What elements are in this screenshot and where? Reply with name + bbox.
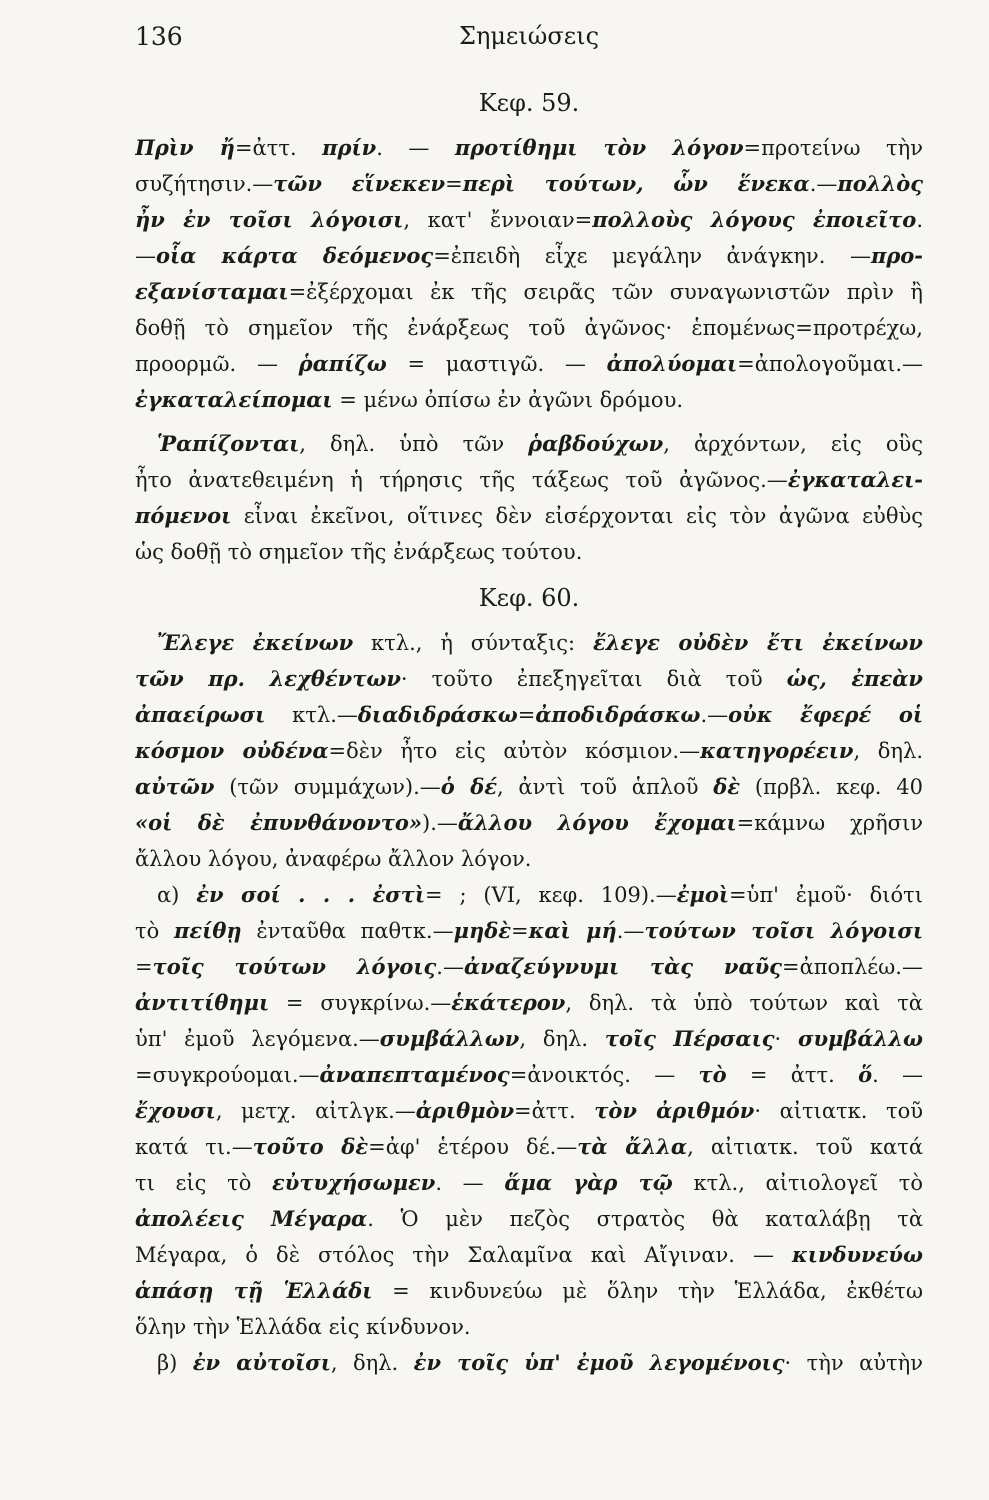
gloss: = ; (VI, κεφ. 109).—: [425, 883, 677, 907]
gloss: =ἀνοικτός. —: [509, 1063, 699, 1087]
lemma: ἔλεγε οὐδὲν ἔτι ἐκείνων: [593, 630, 923, 655]
text-line: [135, 1201, 923, 1237]
lemma: κινδυνεύω: [792, 1242, 923, 1267]
gloss: . —: [376, 136, 455, 160]
gloss: δοθῇ τὸ σημεῖον τῆς ἐνάρξεως τοῦ ἀγῶνος· ἑπομένως=προτρέχω,: [135, 316, 923, 340]
text-line: [135, 1309, 923, 1345]
lemma: πόμενοι: [135, 503, 232, 528]
gloss: , ἀρχόντων, εἰς οὓς: [663, 432, 923, 456]
gloss: . Ὁ μὲν πεζὸς στρατὸς θὰ καταλάβῃ τὰ: [367, 1207, 923, 1231]
lemma: «οἱ δὲ ἐπυνθάνοντο»: [135, 810, 423, 835]
lemma: περὶ τούτων, ὧν ἕνεκα: [462, 171, 810, 196]
lemma: ἀπαείρωσι: [135, 702, 266, 727]
lemma: εξανίσταμαι: [135, 279, 289, 304]
gloss: ἐνταῦθα παθτκ.—: [241, 919, 454, 943]
lemma: ἁπάσῃ τῇ Ἑλλάδι: [135, 1278, 373, 1303]
lemma: ὅ: [858, 1062, 873, 1087]
gloss: = μένω ὀπίσω ἐν ἀγῶνι δρόμου.: [332, 388, 684, 412]
lemma: ἄλλου λόγου ἔχομαι: [457, 810, 737, 835]
gloss: , αἰτιατκ. τοῦ κατά: [687, 1135, 923, 1159]
lemma: τὰ ἄλλα: [577, 1134, 688, 1159]
gloss: προορμῶ. —: [135, 352, 299, 376]
text-line: [135, 697, 923, 733]
lemma: Ῥαπίζονται: [157, 431, 300, 456]
gloss: ὅλην τὴν Ἑλλάδα εἰς κίνδυνον.: [135, 1315, 471, 1339]
text-line: [135, 841, 923, 877]
gloss: = ἀττ.: [726, 1063, 859, 1087]
lemma: μηδὲ: [453, 918, 512, 943]
gloss: κτλ., αἰτιολογεῖ τὸ: [672, 1171, 923, 1195]
lemma: οὐκ ἔφερέ οἱ: [728, 702, 923, 727]
gloss: , δηλ. ὑπὸ τῶν: [299, 432, 529, 456]
gloss: συζήτησιν.—: [135, 172, 274, 196]
gloss: =: [517, 703, 536, 727]
gloss: · τὴν αὐτὴν: [784, 1351, 923, 1375]
lemma: καὶ μή: [528, 918, 617, 943]
gloss: , δηλ.: [519, 1027, 605, 1051]
notes-paragraph-5: [135, 1345, 923, 1381]
chapter-heading-60: Κεφ. 60.: [478, 584, 580, 612]
gloss: =ἐξέρχομαι ἐκ τῆς σειρᾶς τῶν συναγωνιστῶν πρὶν ἢ: [288, 280, 923, 304]
lemma: ῥαπίζω: [298, 351, 387, 376]
text-line: [135, 805, 923, 841]
lemma: ἑκάτερον: [451, 990, 566, 1015]
lemma: προ-: [870, 243, 923, 268]
lemma: ἐν σοί . . . ἐστὶ: [196, 882, 426, 907]
text-line: [135, 769, 923, 805]
lemma: ἀπολύομαι: [606, 351, 738, 376]
lemma: προτίθημι τὸν λόγον: [454, 135, 744, 160]
gloss: , δηλ.: [853, 739, 923, 763]
lemma: ἐμοὶ: [676, 882, 730, 907]
text-line: [135, 1165, 923, 1201]
lemma: τούτων τοῖσι λόγοισι: [644, 918, 923, 943]
text-line: [135, 274, 923, 310]
text-line: [135, 949, 923, 985]
gloss: = μαστιγῶ. —: [386, 352, 607, 376]
lemma: οἷα κάρτα δεόμενος: [156, 243, 434, 268]
lemma: ἔχουσι: [135, 1098, 216, 1123]
gloss: κατά τι.—: [135, 1135, 253, 1159]
lemma: ἀντιτίθημι: [135, 990, 270, 1015]
text-line: [135, 534, 923, 570]
lemma: πολλοὺς λόγους ἐποιεῖτο: [592, 207, 917, 232]
text-line: [135, 310, 923, 346]
gloss: · αἰτιατκ. τοῦ: [754, 1099, 923, 1123]
lemma: αὐτῶν: [135, 774, 215, 799]
gloss: , δηλ.: [330, 1351, 414, 1375]
gloss: ).—: [422, 811, 458, 835]
text-line: [135, 426, 923, 462]
notes-paragraph-2: [135, 426, 923, 570]
gloss: =ἐπειδὴ εἶχε μεγάλην ἀνάγκην. —: [433, 244, 871, 268]
lemma: πολλὸς: [837, 171, 923, 196]
gloss: =ἀποπλέω.—: [781, 955, 923, 979]
notes-paragraph-1: [135, 130, 923, 418]
lemma: τοῖς Πέρσαις: [604, 1026, 775, 1051]
lemma: ἀπολέεις Μέγαρα: [135, 1206, 368, 1231]
gloss: ·: [774, 1027, 798, 1051]
lemma: ἀριθμὸν: [415, 1098, 515, 1123]
gloss: ὑπ' ἐμοῦ λεγόμενα.—: [135, 1027, 380, 1051]
lemma: τῶν εἵνεκεν: [273, 171, 446, 196]
lemma: ἐν τοῖς ὑπ' ἐμοῦ λεγομένοις: [413, 1350, 785, 1375]
lemma: πρίν: [322, 135, 377, 160]
text-line: [135, 1345, 923, 1381]
gloss: εἶναι ἐκεῖνοι, οἵτινες δὲν εἰσέρχονται εἰς τὸν ἀγῶνα εὐθὺς: [231, 504, 923, 528]
gloss: . —: [872, 1063, 923, 1087]
text-line: [135, 1093, 923, 1129]
gloss: .—: [436, 955, 464, 979]
gloss: .—: [809, 172, 838, 196]
gloss: τὸ: [135, 919, 175, 943]
lemma: ἦν ἐν τοῖσι λόγοισι: [135, 207, 404, 232]
text-line: [135, 462, 923, 498]
gloss: α): [157, 883, 197, 907]
lemma: διαδιδράσκω: [357, 702, 518, 727]
lemma: τὸν ἀριθμόν: [594, 1098, 755, 1123]
text-line: [135, 985, 923, 1021]
lemma: κόσμον οὐδένα: [135, 738, 329, 763]
lemma: ὁ δέ: [440, 774, 497, 799]
lemma: ὡς, ἐπεὰν: [786, 666, 923, 691]
gloss: =ἀπολογοῦμαι.—: [737, 352, 923, 376]
gloss: =: [445, 172, 463, 196]
gloss: =ἀττ.: [234, 136, 323, 160]
gloss: ἦτο ἀνατεθειμένη ἡ τήρησις τῆς τάξεως τοῦ ἀγῶνος.—: [135, 468, 788, 492]
text-line: [135, 346, 923, 382]
lemma: κατηγορέειν: [700, 738, 854, 763]
gloss: , κατ' ἔννοιαν=: [403, 208, 593, 232]
text-line: [135, 877, 923, 913]
lemma: εὐτυχήσωμεν: [272, 1170, 436, 1195]
gloss: =δὲν ἦτο εἰς αὐτὸν κόσμιον.—: [328, 739, 701, 763]
gloss: .—: [700, 703, 729, 727]
lemma: ἐν αὐτοῖσι: [192, 1350, 331, 1375]
lemma: ἀποδιδράσκω: [535, 702, 701, 727]
lemma: συμβάλλω: [798, 1026, 923, 1051]
gloss: κτλ.—: [265, 703, 358, 727]
lemma: τοῦτο δὲ: [252, 1134, 369, 1159]
lemma: ἐγκαταλείπομαι: [135, 387, 333, 412]
text-line: [135, 733, 923, 769]
text-line: [135, 238, 923, 274]
lemma: δὲ: [713, 774, 741, 799]
gloss: =προτείνω τὴν: [743, 136, 923, 160]
gloss: = κινδυνεύω μὲ ὅλην τὴν Ἑλλάδα, ἐκθέτω: [372, 1279, 923, 1303]
text-line: [135, 202, 923, 238]
text-line: [135, 498, 923, 534]
text-line: [135, 1273, 923, 1309]
gloss: ἄλλου λόγου, ἀναφέρω ἄλλον λόγον.: [135, 847, 532, 871]
lemma: συμβάλλων: [379, 1026, 520, 1051]
text-line: [135, 1237, 923, 1273]
gloss: τι εἰς τὸ: [135, 1171, 273, 1195]
gloss: =ὑπ' ἐμοῦ· διότι: [729, 883, 923, 907]
text-line: [135, 661, 923, 697]
page-number: 136: [135, 22, 183, 51]
notes-paragraph-4: [135, 877, 923, 1345]
gloss: =συγκρούομαι.—: [135, 1063, 320, 1087]
lemma: ἐγκαταλει-: [787, 467, 923, 492]
lemma: Ἔλεγε ἐκείνων: [157, 630, 354, 655]
gloss: ὡς δοθῇ τὸ σημεῖον τῆς ἐνάρξεως τούτου.: [135, 540, 583, 564]
page-header: [135, 22, 923, 62]
lemma: ἀναζεύγνυμι τὰς ναῦς: [463, 954, 782, 979]
notes-paragraph-3: [135, 625, 923, 877]
gloss: =: [511, 919, 529, 943]
gloss: β): [157, 1351, 193, 1375]
gloss: , ἀντὶ τοῦ ἁπλοῦ: [496, 775, 714, 799]
lemma: πείθῃ: [174, 918, 242, 943]
lemma: Πρὶν ἤ: [135, 135, 235, 160]
gloss: .—: [616, 919, 645, 943]
lemma: ἀναπεπταμένος: [319, 1062, 510, 1087]
gloss: Μέγαρα, ὁ δὲ στόλος τὴν Σαλαμῖνα καὶ Αἴγιναν. —: [135, 1243, 793, 1267]
text-line: [135, 625, 923, 661]
text-line: [135, 130, 923, 166]
text-line: [135, 382, 923, 418]
gloss: =κάμνω χρῆσιν: [736, 811, 923, 835]
gloss: = συγκρίνω.—: [269, 991, 452, 1015]
chapter-heading-59: Κεφ. 59.: [478, 89, 580, 117]
lemma: ῥαβδούχων: [528, 431, 664, 456]
gloss: (πρβλ. κεφ. 40: [740, 775, 923, 799]
gloss: =: [135, 955, 153, 979]
gloss: . —: [435, 1171, 505, 1195]
gloss: κτλ., ἡ σύνταξις:: [353, 631, 593, 655]
text-line: [135, 913, 923, 949]
lemma: τοῖς τούτων λόγοις: [152, 954, 437, 979]
gloss: (τῶν συμμάχων).—: [214, 775, 441, 799]
text-line: [135, 166, 923, 202]
lemma: ἅμα γὰρ τῷ: [504, 1170, 673, 1195]
gloss: =ἀφ' ἑτέρου δέ.—: [368, 1135, 578, 1159]
lemma: τὸ: [698, 1062, 727, 1087]
lemma: τῶν πρ. λεχθέντων: [135, 666, 401, 691]
text-line: [135, 1021, 923, 1057]
gloss: · τοῦτο ἐπεξηγεῖται διὰ τοῦ: [400, 667, 787, 691]
gloss: , μετχ. αἰτλγκ.—: [215, 1099, 416, 1123]
gloss: —: [135, 244, 156, 268]
gloss: , δηλ. τὰ ὑπὸ τούτων καὶ τὰ: [565, 991, 923, 1015]
gloss: =ἀττ.: [514, 1099, 595, 1123]
text-line: [135, 1129, 923, 1165]
text-line: [135, 1057, 923, 1093]
running-title: Σημειώσεις: [458, 22, 600, 50]
gloss: .: [916, 208, 923, 232]
